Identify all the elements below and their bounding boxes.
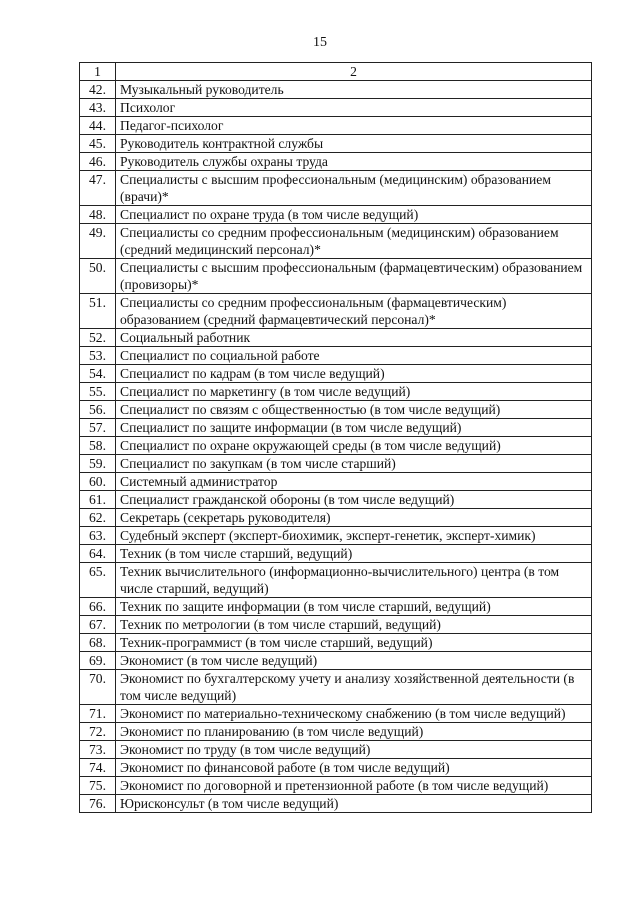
table-row	[80, 509, 592, 527]
position-title: Специалист по защите информации (в том числе ведущий)	[116, 419, 592, 437]
position-title: Экономист по бухгалтерскому учету и анализу хозяйственной деятельности (в том числе ведущий)	[116, 670, 592, 705]
table-row	[80, 259, 592, 294]
position-title: Техник по метрологии (в том числе старший, ведущий)	[116, 616, 592, 634]
row-number: 61.	[80, 491, 116, 509]
row-number: 63.	[80, 527, 116, 545]
row-number: 70.	[80, 670, 116, 705]
position-title: Экономист по материально-техническому снабжению (в том числе ведущий)	[116, 705, 592, 723]
position-title: Социальный работник	[116, 329, 592, 347]
position-title: Специалист по охране окружающей среды (в том числе ведущий)	[116, 437, 592, 455]
table-row	[80, 224, 592, 259]
table-row	[80, 117, 592, 135]
position-title: Юрисконсульт (в том числе ведущий)	[116, 795, 592, 813]
row-number: 59.	[80, 455, 116, 473]
column-header-number: 1	[80, 63, 116, 81]
position-title: Экономист по планированию (в том числе ведущий)	[116, 723, 592, 741]
table-row	[80, 401, 592, 419]
position-title: Специалист по социальной работе	[116, 347, 592, 365]
position-title: Техник по защите информации (в том числе старший, ведущий)	[116, 598, 592, 616]
table-row	[80, 135, 592, 153]
position-title: Руководитель службы охраны труда	[116, 153, 592, 171]
position-title: Музыкальный руководитель	[116, 81, 592, 99]
row-number: 73.	[80, 741, 116, 759]
row-number: 44.	[80, 117, 116, 135]
position-title: Специалист по охране труда (в том числе ведущий)	[116, 206, 592, 224]
column-header-position: 2	[116, 63, 592, 81]
position-title: Специалисты с высшим профессиональным (фармацевтическим) образованием (провизоры)*	[116, 259, 592, 294]
table-row	[80, 153, 592, 171]
table-row	[80, 419, 592, 437]
table-row	[80, 294, 592, 329]
position-title: Экономист по труду (в том числе ведущий)	[116, 741, 592, 759]
position-title: Судебный эксперт (эксперт-биохимик, эксперт-генетик, эксперт-химик)	[116, 527, 592, 545]
table-row	[80, 634, 592, 652]
position-title: Специалисты со средним профессиональным (фармацевтическим) образованием (средний фармацевтический персонал)*	[116, 294, 592, 329]
row-number: 51.	[80, 294, 116, 329]
positions-table	[79, 62, 592, 813]
table-body	[80, 63, 592, 813]
position-title: Руководитель контрактной службы	[116, 135, 592, 153]
row-number: 66.	[80, 598, 116, 616]
table-row	[80, 616, 592, 634]
position-title: Системный администратор	[116, 473, 592, 491]
row-number: 72.	[80, 723, 116, 741]
position-title: Специалист гражданской обороны (в том числе ведущий)	[116, 491, 592, 509]
row-number: 50.	[80, 259, 116, 294]
position-title: Специалист по маркетингу (в том числе ведущий)	[116, 383, 592, 401]
table-row	[80, 347, 592, 365]
table-row	[80, 723, 592, 741]
position-title: Специалист по кадрам (в том числе ведущий)	[116, 365, 592, 383]
row-number: 46.	[80, 153, 116, 171]
table-row	[80, 759, 592, 777]
table-row	[80, 455, 592, 473]
position-title: Секретарь (секретарь руководителя)	[116, 509, 592, 527]
table-row	[80, 491, 592, 509]
row-number: 48.	[80, 206, 116, 224]
table-row	[80, 563, 592, 598]
row-number: 62.	[80, 509, 116, 527]
position-title: Экономист по финансовой работе (в том числе ведущий)	[116, 759, 592, 777]
row-number: 68.	[80, 634, 116, 652]
table-row	[80, 777, 592, 795]
table-row	[80, 598, 592, 616]
row-number: 42.	[80, 81, 116, 99]
row-number: 67.	[80, 616, 116, 634]
row-number: 53.	[80, 347, 116, 365]
row-number: 55.	[80, 383, 116, 401]
table-header-row	[80, 63, 592, 81]
table-row	[80, 365, 592, 383]
position-title: Экономист по договорной и претензионной работе (в том числе ведущий)	[116, 777, 592, 795]
position-title: Специалист по закупкам (в том числе старший)	[116, 455, 592, 473]
row-number: 71.	[80, 705, 116, 723]
row-number: 43.	[80, 99, 116, 117]
table-row	[80, 652, 592, 670]
table-row	[80, 329, 592, 347]
position-title: Специалисты с высшим профессиональным (медицинским) образованием (врачи)*	[116, 171, 592, 206]
row-number: 58.	[80, 437, 116, 455]
row-number: 57.	[80, 419, 116, 437]
table-row	[80, 741, 592, 759]
position-title: Специалист по связям с общественностью (в том числе ведущий)	[116, 401, 592, 419]
row-number: 65.	[80, 563, 116, 598]
row-number: 49.	[80, 224, 116, 259]
table-row	[80, 527, 592, 545]
table-row	[80, 81, 592, 99]
table-row	[80, 473, 592, 491]
row-number: 75.	[80, 777, 116, 795]
table-row	[80, 99, 592, 117]
row-number: 54.	[80, 365, 116, 383]
position-title: Экономист (в том числе ведущий)	[116, 652, 592, 670]
row-number: 64.	[80, 545, 116, 563]
table-row	[80, 705, 592, 723]
position-title: Педагог-психолог	[116, 117, 592, 135]
row-number: 45.	[80, 135, 116, 153]
row-number: 60.	[80, 473, 116, 491]
table-row	[80, 171, 592, 206]
table-row	[80, 206, 592, 224]
table-row	[80, 795, 592, 813]
page-number: 15	[313, 35, 327, 50]
row-number: 56.	[80, 401, 116, 419]
position-title: Специалисты со средним профессиональным (медицинским) образованием (средний медицинский персонал)*	[116, 224, 592, 259]
row-number: 52.	[80, 329, 116, 347]
position-title: Техник (в том числе старший, ведущий)	[116, 545, 592, 563]
position-title: Психолог	[116, 99, 592, 117]
position-title: Техник вычислительного (информационно-вычислительного) центра (в том числе старший, ведущий)	[116, 563, 592, 598]
row-number: 76.	[80, 795, 116, 813]
table-row	[80, 670, 592, 705]
table-row	[80, 383, 592, 401]
table-row	[80, 437, 592, 455]
position-title: Техник-программист (в том числе старший, ведущий)	[116, 634, 592, 652]
row-number: 69.	[80, 652, 116, 670]
row-number: 47.	[80, 171, 116, 206]
table-row	[80, 545, 592, 563]
row-number: 74.	[80, 759, 116, 777]
